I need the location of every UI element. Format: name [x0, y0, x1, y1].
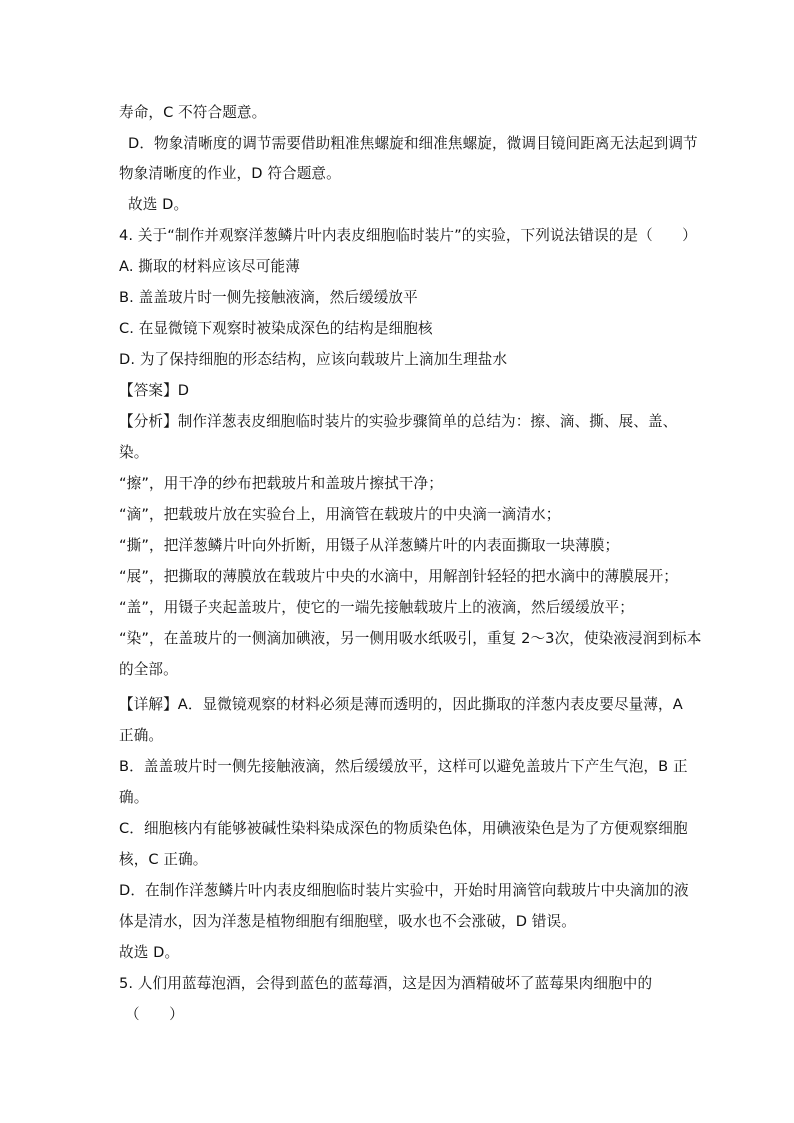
- answer-choice-line: 故选 D。: [119, 944, 180, 961]
- text-line: 体是清水，因为洋葱是植物细胞有细胞壁，吸水也不会涨破，D 错误。: [119, 913, 576, 930]
- question-4-option-c: C. 在显微镜下观察时被染成深色的结构是细胞核: [119, 320, 433, 337]
- answer-choice-line: 故选 D。: [128, 196, 189, 213]
- answer-label: 【答案】D: [119, 382, 190, 399]
- step-stain: “染”，在盖玻片的一侧滴加碘液，另一侧用吸水纸吸引，重复 2～3次，使染液浸润到标本: [119, 630, 702, 647]
- option-d-explanation: D．物象清晰度的调节需要借助粗准焦螺旋和细准焦螺旋，微调目镜间距离无法起到调节: [128, 135, 698, 152]
- detail-paragraph-b: B．盖盖玻片时一侧先接触液滴，然后缓缓放平，这样可以避免盖玻片下产生气泡，B 正: [119, 758, 688, 775]
- analysis-paragraph: 【分析】制作洋葱表皮细胞临时装片的实验步骤简单的总结为：擦、滴、撕、展、盖、: [119, 413, 678, 430]
- question-4-option-d: D. 为了保持细胞的形态结构，应该向载玻片上滴加生理盐水: [119, 351, 508, 368]
- detail-paragraph-a: 【详解】A．显微镜观察的材料必须是薄而透明的，因此撕取的洋葱内表皮要尽量薄，A: [119, 696, 683, 713]
- question-4-option-a: A. 撕取的材料应该尽可能薄: [119, 258, 300, 275]
- detail-paragraph-d: D．在制作洋葱鳞片叶内表皮细胞临时装片实验中，开始时用滴管向载玻片中央滴加的液: [119, 882, 689, 899]
- question-4-option-b: B. 盖盖玻片时一侧先接触液滴，然后缓缓放平: [119, 289, 418, 306]
- step-cover: “盖”，用镊子夹起盖玻片，使它的一端先接触载玻片上的液滴，然后缓缓放平；: [119, 599, 634, 616]
- text-line: 寿命，C 不符合题意。: [119, 104, 267, 121]
- question-5-blank: （ ）: [125, 1006, 184, 1023]
- step-wipe: “擦”，用干净的纱布把载玻片和盖玻片擦拭干净；: [119, 475, 443, 492]
- text-line: 正确。: [119, 727, 164, 744]
- text-line: 染。: [119, 444, 149, 461]
- question-5-stem: 5. 人们用蓝莓泡酒，会得到蓝色的蓝莓酒，这是因为酒精破坏了蓝莓果肉细胞中的: [119, 975, 653, 992]
- text-line: 物象清晰度的作业，D 符合题意。: [119, 165, 341, 182]
- step-drop: “滴”，把载玻片放在实验台上，用滴管在载玻片的中央滴一滴清水；: [119, 506, 561, 523]
- step-tear: “撕”，把洋葱鳞片叶向外折断，用镊子从洋葱鳞片叶的内表面撕取一块薄膜；: [119, 537, 620, 554]
- text-line: 的全部。: [119, 661, 178, 678]
- text-line: 确。: [119, 789, 149, 806]
- step-spread: “展”，把撕取的薄膜放在载玻片中央的水滴中，用解剖针轻轻的把水滴中的薄膜展开；: [119, 568, 678, 585]
- detail-paragraph-c: C．细胞核内有能够被碱性染料染成深色的物质染色体，用碘液染色是为了方便观察细胞: [119, 820, 688, 837]
- text-line: 核，C 正确。: [119, 851, 208, 868]
- question-4-stem: 4. 关于“制作并观察洋葱鳞片叶内表皮细胞临时装片”的实验，下列说法错误的是（ ）: [119, 227, 697, 244]
